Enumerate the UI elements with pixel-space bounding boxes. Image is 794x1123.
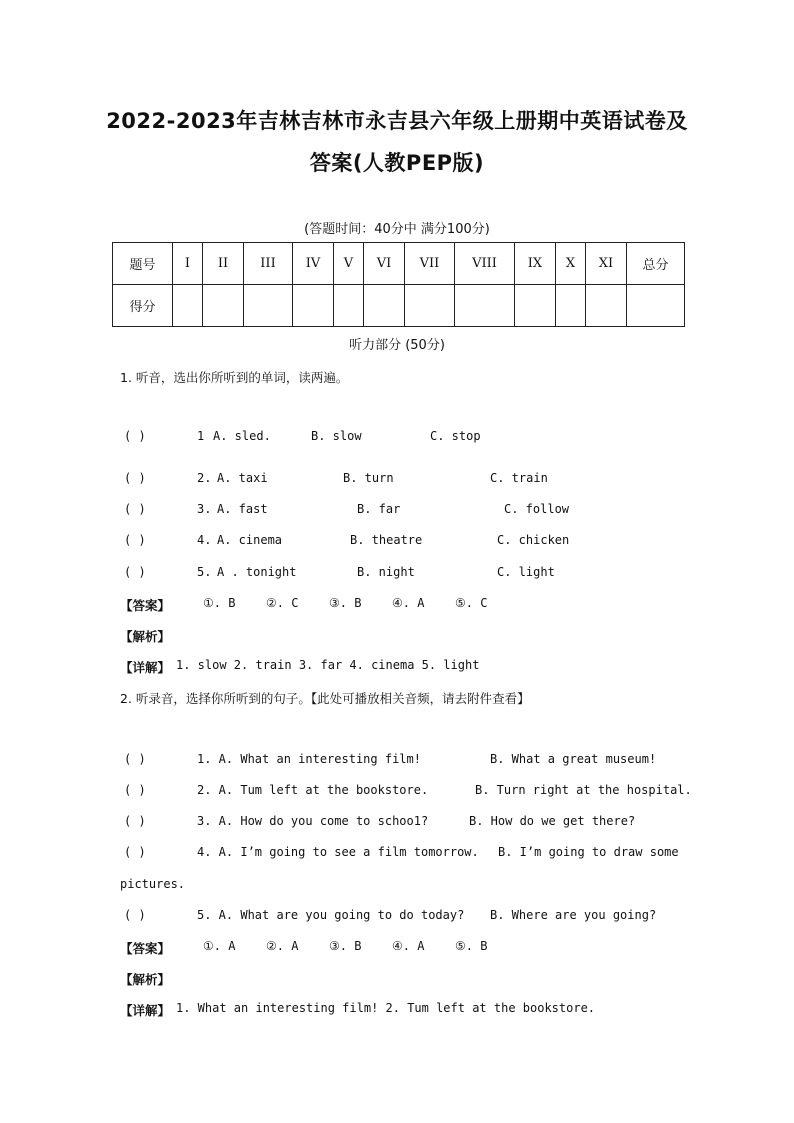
q2-instruction: 2. 听录音，选择你所听到的句子。【此处可播放相关音频，请去附件查看】 [120, 691, 530, 706]
q1-item-number: 3. [197, 502, 212, 516]
q2-option-a: 4. A. I’m going to see a film tomorrow. [197, 845, 479, 859]
answer-label: 【答案】 [120, 598, 171, 613]
answer-value: ③. B [329, 939, 362, 953]
q1-option-a: A . tonight [217, 565, 297, 579]
q1-option-b: B. theatre [350, 533, 423, 547]
q2-option-b: B. What a great museum! [490, 752, 657, 766]
page-title-line-2: 答案(人教PEP版) [309, 151, 485, 175]
detail-label: 【详解】 [120, 1003, 171, 1018]
answer-value: ⑤. B [455, 939, 488, 953]
table-header-cell: V [334, 243, 364, 285]
answer-value: ①. B [203, 596, 236, 610]
answer-blank[interactable]: ( ) [124, 814, 146, 828]
answer-blank[interactable]: ( ) [124, 502, 146, 516]
q2-option-b: B. Turn right at the hospital. [475, 783, 692, 797]
q1-option-c: C. chicken [497, 533, 570, 547]
table-row-label: 得分 [113, 285, 173, 327]
score-cell[interactable] [293, 285, 334, 327]
answer-blank[interactable]: ( ) [124, 429, 146, 443]
table-header-cell: VI [364, 243, 405, 285]
q2-option-a: 1. A. What an interesting film! [197, 752, 421, 766]
q1-item-number: 5. [197, 565, 212, 579]
section-heading-listening: 听力部分 (50分) [349, 338, 445, 353]
answer-value: ⑤. C [455, 596, 488, 610]
exam-info: (答题时间：40分中 满分100分) [304, 222, 490, 237]
q2-option-b: B. How do we get there? [469, 814, 636, 828]
q1-option-b: B. slow [311, 429, 362, 443]
table-header-cell: VII [405, 243, 455, 285]
score-cell[interactable] [334, 285, 364, 327]
answer-blank[interactable]: ( ) [124, 565, 146, 579]
analysis-label: 【解析】 [120, 972, 171, 987]
answer-blank[interactable]: ( ) [124, 533, 146, 547]
q1-option-c: C. follow [504, 502, 570, 516]
table-header-cell: IX [515, 243, 556, 285]
score-cell[interactable] [405, 285, 455, 327]
q1-option-b: B. far [357, 502, 401, 516]
q2-option-b: B. Where are you going? [490, 908, 657, 922]
score-table [112, 242, 685, 327]
detail-label: 【详解】 [120, 660, 171, 675]
q1-item-number: 4. [197, 533, 212, 547]
q2-option-a: 3. A. How do you come to schoo1? [197, 814, 429, 828]
score-cell[interactable] [556, 285, 586, 327]
score-cell[interactable] [586, 285, 627, 327]
answer-blank[interactable]: ( ) [124, 752, 146, 766]
table-header-cell: I [173, 243, 203, 285]
q1-option-b: B. turn [343, 471, 394, 485]
q1-option-a: A. cinema [217, 533, 283, 547]
answer-value: ①. A [203, 939, 236, 953]
analysis-label: 【解析】 [120, 629, 171, 644]
score-cell[interactable] [173, 285, 203, 327]
table-header-cell: XI [586, 243, 627, 285]
q2-option-a: 2. A. Tum left at the bookstore. [197, 783, 429, 797]
answer-blank[interactable]: ( ) [124, 783, 146, 797]
page-title-line-1: 2022-2023年吉林吉林市永吉县六年级上册期中英语试卷及 [106, 109, 688, 133]
detail-text: 1. What an interesting film! 2. Tum left at the bookstore. [176, 1001, 596, 1015]
score-table-score-row [113, 285, 685, 327]
answer-blank[interactable]: ( ) [124, 471, 146, 485]
answer-blank[interactable]: ( ) [124, 845, 146, 859]
table-header-cell: 总分 [627, 243, 685, 285]
answer-value: ④. A [392, 596, 425, 610]
answer-value: ②. A [266, 939, 299, 953]
answer-value: ③. B [329, 596, 362, 610]
q2-option-a: 5. A. What are you going to do today? [197, 908, 465, 922]
q1-option-a: A. fast [217, 502, 268, 516]
q1-item-number: 1 [197, 429, 205, 443]
score-cell[interactable] [244, 285, 293, 327]
answer-blank[interactable]: ( ) [124, 908, 146, 922]
q2-item-4-wrap: pictures. [120, 877, 186, 891]
q1-item-number: 2. [197, 471, 212, 485]
table-header-cell: X [556, 243, 586, 285]
table-header-cell: II [203, 243, 244, 285]
answer-value: ②. C [266, 596, 299, 610]
q1-instruction: 1. 听音，选出你所听到的单词，读两遍。 [120, 370, 349, 385]
score-cell[interactable] [364, 285, 405, 327]
score-table-header-row [113, 243, 685, 285]
q1-option-a: A. sled. [213, 429, 271, 443]
score-cell[interactable] [455, 285, 515, 327]
detail-text: 1. slow 2. train 3. far 4. cinema 5. light [176, 658, 480, 672]
q1-option-c: C. stop [430, 429, 481, 443]
score-cell[interactable] [203, 285, 244, 327]
q1-option-c: C. train [490, 471, 548, 485]
q1-option-b: B. night [357, 565, 415, 579]
answer-label: 【答案】 [120, 941, 171, 956]
table-header-cell: III [244, 243, 293, 285]
score-cell[interactable] [515, 285, 556, 327]
q1-option-a: A. taxi [217, 471, 268, 485]
score-cell[interactable] [627, 285, 685, 327]
q1-option-c: C. light [497, 565, 555, 579]
q2-option-b: B. I’m going to draw some [498, 845, 679, 859]
table-header-cell: VIII [455, 243, 515, 285]
answer-value: ④. A [392, 939, 425, 953]
table-header-cell: 题号 [113, 243, 173, 285]
table-header-cell: IV [293, 243, 334, 285]
